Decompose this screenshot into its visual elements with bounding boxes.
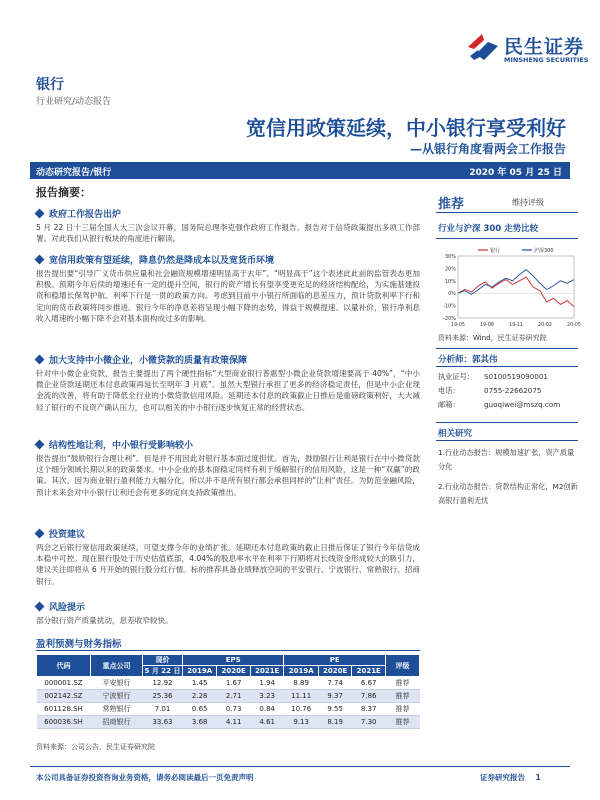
x-tick-label: 19-08: [480, 323, 494, 328]
page-info: 证券研究报告 1: [480, 773, 541, 782]
y-tick-label: -20%: [443, 316, 456, 322]
plot-frame: [458, 256, 574, 318]
related-heading: 相关研究: [438, 429, 473, 439]
section-text: 报告提出“鼓励银行合理让利”。但是并不用因此对银行基本面过度担忧。首先，鼓励银行让利是银行在中小微贷款这个细分领域长期以来的政策要求。中小企业的基本面稳定同样有利于缓解银行的信用风险，这是一种“双赢”的政策。其次，因为商业银行盈利能力大幅分化，所以并不是所有银行都会承担同样的“让利”责任。为防范金融风险，预计未来会对中小银行让利还会有更多的定向支持政策推出。: [36, 454, 420, 497]
analyst-heading: 分析师：郭其伟: [438, 355, 498, 365]
col-year: 2019A: [183, 666, 217, 677]
diamond-bullet-icon: [35, 255, 45, 265]
col-rating: 评级: [386, 655, 420, 677]
diamond-bullet-icon: [35, 602, 45, 612]
y-tick-label: -10%: [443, 303, 456, 310]
analyst-phone: 电话： 0755-22662075: [438, 386, 542, 395]
company-logo: [466, 30, 590, 68]
section-heading: 加大支持中小微企业，小微贷款的质量有政策保障: [36, 353, 247, 366]
logo-en: MINSHENG SECURITIES: [504, 56, 589, 64]
chart-source: 资料来源：Wind，民生证券研究院: [438, 334, 547, 342]
divider: [436, 348, 578, 349]
section-text: 5 月 22 日十三届全国人大三次会议开幕，国务院总理李克强作政府工作报告。报告对于信贷政策提出多项工作部署。对此我们从银行板块的角度进行解读。: [36, 223, 420, 244]
logo-cn: 民生证券: [504, 36, 585, 58]
section-heading: 结构性地让利，中小银行受影响较小: [36, 438, 193, 451]
diamond-bullet-icon: [35, 440, 45, 450]
section-text: 针对中小微企业贷款，报告主要提出了两个硬性指标“大型商业银行普惠型小微企业贷款增速要高于 40%”，“中小微企业贷款延期还本付息政策再延长至明年 3 月底”。虽然大型银行承担了更多的经济稳定责任，但是中小企业现金流的改善，将有助于降低全行业的小微贷款信用风险。延期还本付息的政策截止日推后是重磅政策利好，大大减轻了银行的不良资产确认压力，也可以相关的中小银行逐步恢复正常的经营状态。: [36, 369, 420, 412]
y-tick-label: 20%: [444, 266, 456, 273]
y-tick-label: 30%: [444, 254, 456, 260]
col-pe: PE: [284, 655, 386, 666]
section-heading: 宽信用政策有望延续，降息仍然是降成本以及宽货币环境: [36, 253, 274, 266]
x-tick-label: 20-05: [567, 323, 581, 328]
divider: [30, 766, 570, 767]
analyst-cert: 执业证号： S0100519090001: [438, 372, 549, 381]
trend-chart: [436, 244, 581, 330]
page-number: 1: [535, 773, 541, 782]
legend-label: 银行: [490, 248, 501, 254]
table-row: 002142.SZ 宁波银行 25.36 2.28 2.71 3.23 11.11 9.37 7.86 推荐: [37, 690, 420, 703]
x-tick-label: 19-11: [509, 323, 523, 328]
col-code: 代码: [37, 655, 91, 677]
col-price: 现价: [143, 655, 183, 666]
diamond-bullet-icon: [35, 529, 45, 539]
financial-table: [36, 654, 420, 729]
section-heading: 风险提示: [36, 600, 85, 613]
col-eps: EPS: [183, 655, 284, 666]
divider: [436, 212, 578, 213]
rating-label: 维持评级: [512, 198, 544, 207]
chart-heading: 行业与沪深 300 走势比较: [438, 224, 539, 234]
y-tick-label: 10%: [444, 278, 456, 285]
disclaimer: 本公司具备证券投资咨询业务资格，请务必阅读最后一页免责声明: [36, 773, 254, 782]
analyst-email[interactable]: 邮箱： guoqiwei@mszq.com: [438, 400, 561, 409]
bar-left: 动态研究报告/银行: [36, 168, 112, 178]
table-row: 000001.SZ 平安银行 12.92 1.45 1.67 1.94 8.89 7.74 6.67 推荐: [37, 677, 420, 690]
col-year: 2020E: [217, 666, 251, 677]
table-row: 600036.SH 招商银行 33.63 3.68 4.11 4.61 9.13 8.19 7.30 推荐: [37, 716, 420, 729]
x-tick-label: 20-02: [538, 323, 552, 328]
col-year: 2021E: [352, 666, 386, 677]
report-title: 宽信用政策延续，中小银行享受利好: [246, 116, 566, 140]
recommendation: 推荐: [438, 197, 465, 212]
table-heading: 盈利预测与财务指标: [36, 639, 122, 650]
col-year: 2021E: [250, 666, 284, 677]
report-subtitle: —从银行角度看两会工作报告: [409, 142, 566, 156]
divider: [436, 238, 578, 239]
minsheng-logo-icon: [466, 32, 500, 62]
diamond-bullet-icon: [35, 209, 45, 219]
sector-label: 银行: [36, 77, 64, 93]
col-year: 2020E: [318, 666, 352, 677]
table-row: 601128.SH 常熟银行 7.01 0.65 0.73 0.84 10.76 9.55 8.37 推荐: [37, 703, 420, 716]
section-heading: 投资建议: [36, 527, 85, 540]
divider: [436, 440, 578, 441]
section-text: 两会之后银行宽信用政策延续，可望支撑今年的业绩扩张。延期还本付息政策的截止日推后保证了银行今年信贷成本稳中可控。现在银行股处于历史估值底部，4.04%的股息率水平在利率下行期将对长线资金形成较大的吸引力，建议关注即将从 6 月开始的银行股分红行情。标的推荐具备业绩释放空间的平安银行、宁波银行、常熟银行、招商银行。: [36, 543, 420, 586]
section-heading: 政府工作报告出炉: [36, 207, 121, 220]
section-text: 报告提出要“引导广义货币供应量和社会融资规模增速明显高于去年”。“明显高于”这个表述此此前的监管表态更加积极。预期今年后续的增速还有一定的提升空间，银行的资产增长有望享受更充足的经济结构配给，为实施基建投资和稳增长保驾护航。利率下行是一贯的政策方向。考虑到目前中小银行所面临的息差压力，预计贷款利率下行和定向的货币政策将同步推进。银行今年的净息差将呈现小幅下降的态势，得益于规模提速、以量补价，银行净利息收入增速的小幅下降不会对基本面构成过多的影响。: [36, 269, 420, 323]
y-tick-label: 0%: [448, 291, 456, 298]
col-price-date: 5 月 22 日: [143, 666, 183, 677]
section-text: 部分银行资产质量扰动，息差收窄较快。: [36, 616, 173, 625]
legend-label: 沪深300: [534, 248, 554, 254]
x-tick-label: 19-05: [451, 323, 465, 328]
col-year: 2019A: [284, 666, 318, 677]
col-company: 重点公司: [91, 655, 143, 677]
series-line-1: [458, 270, 574, 295]
table-source: 资料来源：公司公告，民生证券研究院: [36, 743, 155, 751]
divider: [436, 422, 578, 423]
related-item[interactable]: 2.行业动态报告：贷款结构正常化，M2创新高银行盈利无忧: [438, 482, 578, 505]
header-bar: [30, 162, 570, 179]
related-item[interactable]: 1.行业动态报告：规模加速扩张，资产质量分化: [438, 448, 575, 471]
abstract-heading: 报告摘要：: [36, 186, 91, 199]
divider: [436, 366, 578, 367]
report-type: 行业研究/动态报告: [36, 97, 112, 107]
divider: [36, 650, 420, 651]
report-date: 2020 年 05 月 25 日: [469, 168, 562, 178]
diamond-bullet-icon: [35, 355, 45, 365]
